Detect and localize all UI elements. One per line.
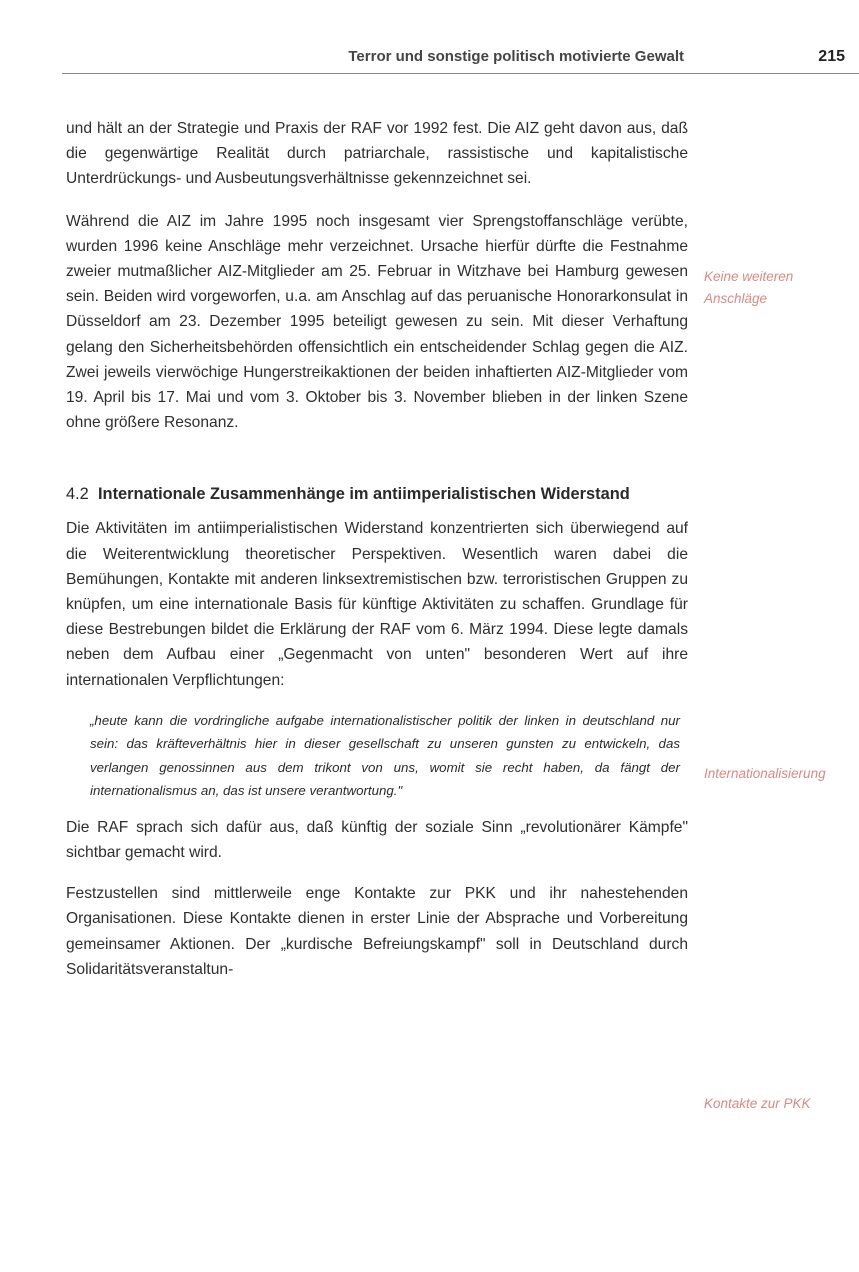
paragraph-aiz-strategy: und hält an der Strategie und Praxis der RAF vor 1992 fest. Die AIZ geht davon aus, daß die gegenwärtige Realität durch patriarchale, rassistische und kapitalistische Unterdrückungs- und Ausbeutungsverhältnisse gekennzeichnet sei. [66, 120, 688, 188]
main-text-column [66, 116, 688, 998]
raf-quote: „heute kann die vordringliche aufgabe internationalistischer politik der linken in deutschland nur sein: das kräfteverhältnis hier in dieser gesellschaft zu unseren gunsten zu entwickeln, das verlangen genossinnen aus dem trikont von uns, womit sie recht haben, da fängt der internationalismus an, das ist unsere verantwortung." [90, 712, 680, 799]
section-number: 4.2 [66, 485, 89, 504]
margin-note-pkk: Kontakte zur PKK [704, 1096, 811, 1111]
paragraph-pkk-contacts: Festzustellen sind mittlerweile enge Kontakte zur PKK und ihr nahestehenden Organisationen. Diese Kontakte dienen in erster Linie der Absprache und Vorbereitung gemeinsamer Aktionen. Der „kurdische Befreiungskampf" soll in Deutschland durch Solidaritätsveranstaltun- [66, 885, 688, 978]
page-header [0, 44, 859, 74]
paragraph-aiz-attacks: Während die AIZ im Jahre 1995 noch insgesamt vier Sprengstoffanschläge verübte, wurden 1996 keine Anschläge mehr verzeichnet. Ursache hierfür dürfte die Festnahme zweier mutmaßlicher AIZ-Mitglieder am 25. Februar in Witzhave bei Hamburg gewesen sein. Beiden wird vorgeworfen, u.a. am Anschlag auf das peruanische Honorarkonsulat in Düsseldorf am 23. Dezember 1995 beteiligt gewesen zu sein. Mit dieser Verhaftung gelang den Sicherheitsbehörden offensichtlich ein entscheidender Schlag gegen die AIZ. Zwei jeweils vierwöchige Hungerstreikaktionen der beiden inhaftierten AIZ-Mitglieder vom 19. April bis 17. Mai und vom 3. Oktober bis 3. November blieben in der linken Szene ohne größere Resonanz. [66, 212, 688, 432]
page-number: 215 [818, 48, 845, 65]
running-title: Terror und sonstige politisch motivierte Gewalt [348, 48, 684, 65]
paragraph-raf-social-sense: Die RAF sprach sich dafür aus, daß künftig der soziale Sinn „revolutionärer Kämpfe" sichtbar gemacht wird. [66, 818, 688, 862]
section-title: Internationale Zusammenhänge im antiimperialistischen Widerstand [98, 485, 630, 504]
section-heading [66, 483, 688, 506]
margin-note-internationalization: Internationalisierung [704, 766, 826, 781]
margin-note-no-attacks: Keine weiteren Anschläge [704, 269, 794, 306]
paragraph-antiimperialist-activities: Die Aktivitäten im antiimperialistischen Widerstand konzentrierten sich überwiegend auf die Weiterentwicklung theoretischer Perspektiven. Wesentlich waren dabei die Bemühungen, Kontakte mit anderen linksextremistischen bzw. terroristischen Gruppen zu knüpfen, um eine internationale Basis für künftige Aktivitäten zu schaffen. Grundlage für diese Bestrebungen bildet die Erklärung der RAF vom 6. März 1994. Diese legte damals neben dem Aufbau einer „Gegenmacht von unten" besonderen Wert auf ihre internationalen Verpflichtungen: [66, 520, 688, 689]
header-rule [62, 73, 859, 74]
